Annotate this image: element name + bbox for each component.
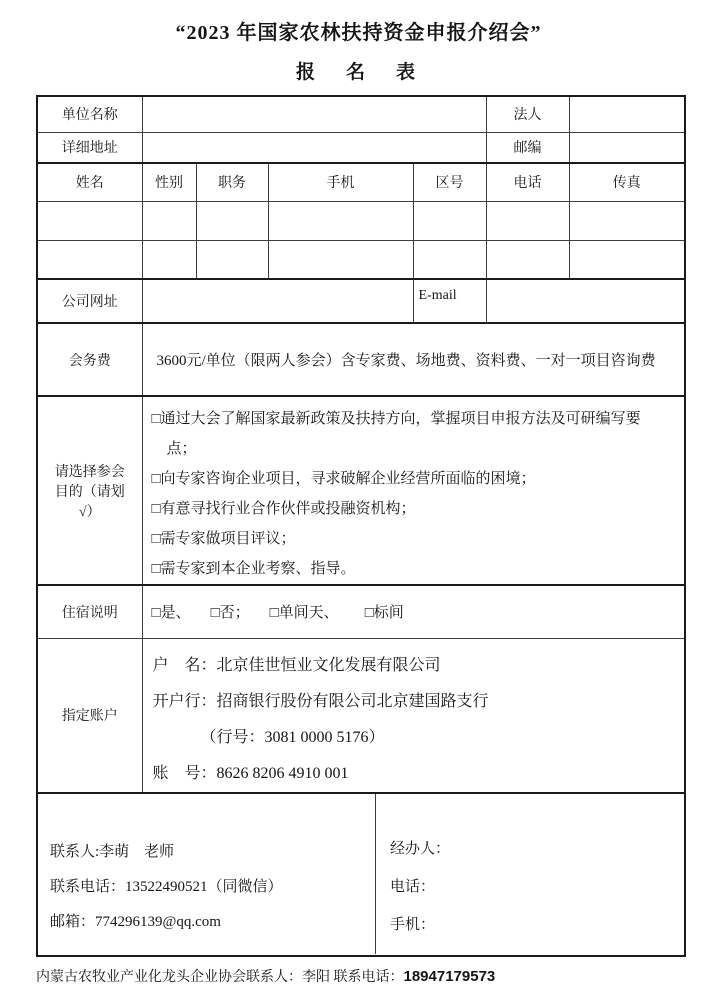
attendee-cell[interactable] bbox=[486, 201, 569, 240]
purpose-label-line: √） bbox=[78, 504, 101, 520]
legal-person-label: 法人 bbox=[486, 96, 569, 132]
attendee-cell[interactable] bbox=[486, 240, 569, 279]
attendee-cell[interactable] bbox=[142, 201, 196, 240]
handler-phone-field[interactable]: 电话： bbox=[390, 879, 436, 895]
legal-person-input[interactable] bbox=[569, 96, 685, 132]
col-header-name: 姓名 bbox=[37, 163, 142, 201]
account-label: 指定账户 bbox=[37, 638, 142, 793]
account-bank-code: （行号：3081 0000 5176） bbox=[200, 728, 385, 746]
fee-row bbox=[37, 323, 685, 396]
organizer-contact-block bbox=[38, 794, 376, 954]
handler-person-field[interactable]: 经办人： bbox=[390, 841, 451, 857]
lodging-options bbox=[142, 585, 685, 638]
address-label: 详细地址 bbox=[37, 132, 142, 163]
attendee-cell[interactable] bbox=[268, 240, 413, 279]
purpose-options bbox=[142, 396, 685, 585]
purpose-row bbox=[37, 396, 685, 585]
attendee-cell[interactable] bbox=[37, 201, 142, 240]
email-input[interactable] bbox=[486, 279, 685, 323]
attendee-cell[interactable] bbox=[268, 201, 413, 240]
contact-email: 邮箱：774296139@qq.com bbox=[50, 914, 221, 930]
account-holder-name: 户 名：北京佳世恒业文化发展有限公司 bbox=[152, 656, 441, 674]
contact-row bbox=[37, 793, 685, 956]
lodging-option-yes[interactable]: □是、 bbox=[151, 605, 191, 622]
handler-mobile-field[interactable]: 手机： bbox=[390, 917, 436, 933]
purpose-option-2[interactable]: □向专家咨询企业项目，寻求破解企业经营所面临的困境； bbox=[151, 471, 536, 487]
unit-name-input[interactable] bbox=[142, 96, 486, 132]
lodging-option-standard[interactable]: □标间 bbox=[364, 605, 404, 622]
col-header-phone: 电话 bbox=[486, 163, 569, 201]
attendee-cell[interactable] bbox=[196, 201, 268, 240]
fee-label: 会务费 bbox=[37, 323, 142, 396]
attendee-cell[interactable] bbox=[37, 240, 142, 279]
col-header-areacode: 区号 bbox=[413, 163, 486, 201]
website-input[interactable] bbox=[142, 279, 413, 323]
purpose-option-3[interactable]: □有意寻找行业合作伙伴或投融资机构； bbox=[151, 501, 416, 517]
fee-value: 3600元/单位（限两人参会）含专家费、场地费、资料费、一对一项目咨询费 bbox=[142, 323, 685, 396]
purpose-option-1[interactable]: □通过大会了解国家最新政策及扶持方向，掌握项目申报方法及可研编写要 bbox=[151, 411, 641, 427]
lodging-label: 住宿说明 bbox=[37, 585, 142, 638]
attendee-row-2 bbox=[37, 240, 685, 279]
attendee-cell[interactable] bbox=[413, 201, 486, 240]
purpose-option-4[interactable]: □需专家做项目评议； bbox=[151, 531, 296, 547]
contact-section bbox=[37, 793, 685, 956]
footer-note bbox=[36, 966, 717, 986]
email-label: E-mail bbox=[413, 279, 486, 323]
form-subtitle: 报 名 表 bbox=[295, 62, 421, 83]
account-bank: 开户行：招商银行股份有限公司北京建国路支行 bbox=[152, 692, 489, 710]
purpose-label bbox=[37, 396, 142, 585]
footer-phone: 18947179573 bbox=[403, 967, 496, 985]
account-row bbox=[37, 638, 685, 793]
col-header-mobile: 手机 bbox=[268, 163, 413, 201]
purpose-option-1-cont: 点； bbox=[166, 441, 197, 457]
account-details bbox=[142, 638, 685, 793]
col-header-position: 职务 bbox=[196, 163, 268, 201]
unit-name-row bbox=[37, 96, 685, 132]
col-header-fax: 传真 bbox=[569, 163, 685, 201]
attendee-cell[interactable] bbox=[413, 240, 486, 279]
postcode-label: 邮编 bbox=[486, 132, 569, 163]
attendee-header-row bbox=[37, 163, 685, 201]
page-title: “2023 年国家农林扶持资金申报介绍会” bbox=[175, 22, 542, 44]
attendee-cell[interactable] bbox=[142, 240, 196, 279]
account-number: 账 号：8626 8206 4910 001 bbox=[152, 764, 349, 782]
unit-name-label: 单位名称 bbox=[37, 96, 142, 132]
lodging-option-single[interactable]: □单间天、 bbox=[269, 605, 339, 622]
purpose-option-5[interactable]: □需专家到本企业考察、指导。 bbox=[151, 561, 356, 577]
lodging-option-no[interactable]: □否； bbox=[210, 605, 250, 622]
attendee-cell[interactable] bbox=[569, 240, 685, 279]
attendee-cell[interactable] bbox=[196, 240, 268, 279]
contact-phone: 联系电话：13522490521（同微信） bbox=[50, 879, 283, 895]
lodging-row bbox=[37, 585, 685, 638]
handler-block bbox=[376, 794, 684, 954]
purpose-label-line: 目的（请划 bbox=[54, 484, 125, 500]
contact-person: 联系人:李萌 老师 bbox=[50, 844, 175, 860]
attendee-row-1 bbox=[37, 201, 685, 240]
website-row bbox=[37, 279, 685, 323]
footer-text: 内蒙古农牧业产业化龙头企业协会联系人：李阳 联系电话： bbox=[36, 969, 404, 985]
registration-table bbox=[36, 95, 686, 957]
website-label: 公司网址 bbox=[37, 279, 142, 323]
postcode-input[interactable] bbox=[569, 132, 685, 163]
purpose-label-line: 请选择参会 bbox=[54, 464, 125, 480]
col-header-gender: 性别 bbox=[142, 163, 196, 201]
address-input[interactable] bbox=[142, 132, 486, 163]
attendee-cell[interactable] bbox=[569, 201, 685, 240]
address-row bbox=[37, 132, 685, 163]
